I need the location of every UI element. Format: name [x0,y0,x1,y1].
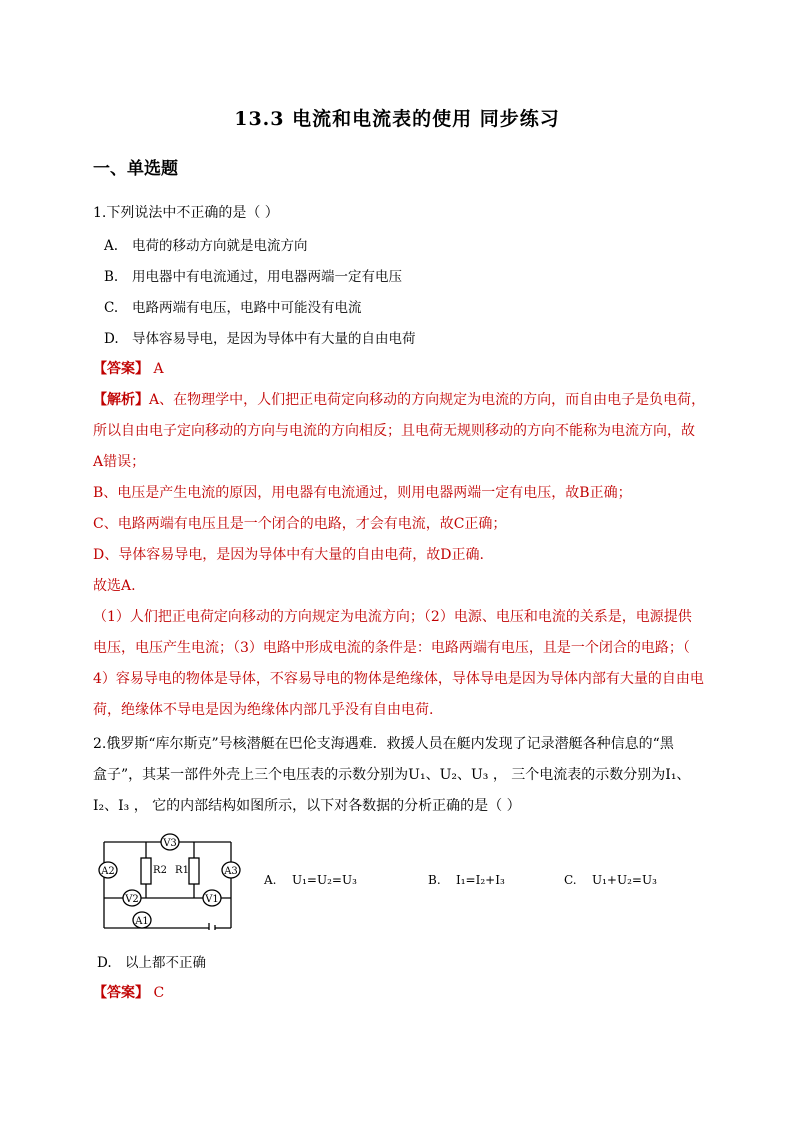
figure-label-r2: R2 [153,865,167,876]
q2-answer [93,982,164,1002]
q1-analysis-line-9: 电压，电压产生电流；（3）电路中形成电流的条件是：电路两端有电压，且是一个闭合的电路；（ [93,640,690,656]
q1-analysis-label: 【解析】 [93,392,149,408]
q2-option-a [264,873,357,887]
q1-option-c [104,296,362,316]
q2-option-b [428,873,505,887]
q1-analysis-text-1: A、在物理学中，人们把正电荷定向移动的方向规定为电流的方向，而自由电子是负电荷， [149,392,706,408]
q1-option-a-letter: A. [104,238,119,254]
q2-answer-label: 【答案】 [93,985,149,1001]
q1-analysis-line-10: 4）容易导电的物体是导体，不容易导电的物体是绝缘体，导体导电是因为导体内部有大量的自由电 [93,671,704,687]
q2-option-c-text: U₁+U₂=U₃ [592,873,657,887]
q1-option-b-text: 用电器中有电流通过，用电器两端一定有电压 [132,269,402,285]
figure-label-v1: V1 [205,894,219,905]
q2-option-c-letter: C. [564,873,577,887]
q2-option-d-text: 以上都不正确 [125,955,206,971]
q2-stem-line-2: 盒子”，其某一部件外壳上三个电压表的示数分别为U₁、U₂、U₃ ， 三个电流表的示数分别为I₁、 [93,767,691,783]
q1-option-b [104,265,402,285]
q1-option-d-text: 导体容易导电，是因为导体中有大量的自由电荷 [132,331,416,347]
q1-analysis-line-1 [93,389,705,409]
q1-option-d-letter: D. [104,331,119,347]
q2-option-c [564,873,657,887]
q1-option-c-text: 电路两端有电压，电路中可能没有电流 [132,300,362,316]
q1-analysis-line-7: 故选A. [93,578,136,594]
q1-answer [93,358,164,378]
section-heading: 一、单选题 [93,159,178,179]
figure-label-r1: R1 [175,865,189,876]
q1-answer-label: 【答案】 [93,361,149,377]
q2-option-b-text: I₁=I₂+I₃ [456,873,505,887]
q1-analysis-line-3: A错误； [93,454,146,470]
figure-label-v3: V3 [163,838,177,849]
q1-analysis-line-4: B、电压是产生电流的原因，用电器有电流通过，则用电器两端一定有电压，故B正确； [93,485,632,501]
figure-label-a1: A1 [135,916,149,927]
q1-analysis-line-6: D、导体容易导电，是因为导体中有大量的自由电荷，故D正确. [93,547,484,563]
q1-analysis-line-5: C、电路两端有电压且是一个闭合的电路，才会有电流，故C正确； [93,516,507,532]
q1-answer-value: A [153,361,164,377]
q2-stem-line-1: 2.俄罗斯“库尔斯克”号核潜艇在巴伦支海遇难．救援人员在艇内发现了记录潜艇各种信息的“黑 [93,736,674,752]
page-title: 13.3 电流和电流表的使用 同步练习 [234,108,560,130]
q1-option-c-letter: C. [104,300,119,316]
q2-answer-value: C [153,985,165,1001]
q2-option-a-text: U₁=U₂=U₃ [292,873,357,887]
q1-option-a-text: 电荷的移动方向就是电流方向 [132,238,308,254]
q1-option-b-letter: B. [104,269,119,285]
q1-option-a [104,234,308,254]
q1-stem: 1.下列说法中不正确的是（ ） [93,205,279,221]
q2-option-a-letter: A. [264,873,277,887]
q1-analysis-line-2: 所以自由电子定向移动的方向与电流的方向相反；且电荷无规则移动的方向不能称为电流方向，故 [93,423,695,439]
q2-stem-line-3: I₂、I₃ ， 它的内部结构如图所示，以下对各数据的分析正确的是（ ） [93,798,521,814]
q2-option-d [97,951,206,971]
circuit-diagram [94,828,244,930]
q2-option-d-letter: D. [97,955,112,971]
q1-analysis-line-11: 荷，绝缘体不导电是因为绝缘体内部几乎没有自由电荷. [93,702,434,718]
figure-label-v2: V2 [125,894,139,905]
q1-analysis-line-8: （1）人们把正电荷定向移动的方向规定为电流方向；（2）电源、电压和电流的关系是，电源提供 [93,609,692,625]
q1-option-d [104,327,416,347]
figure-label-a3: A3 [224,866,238,877]
figure-label-a2: A2 [101,866,115,877]
q2-option-b-letter: B. [428,873,441,887]
